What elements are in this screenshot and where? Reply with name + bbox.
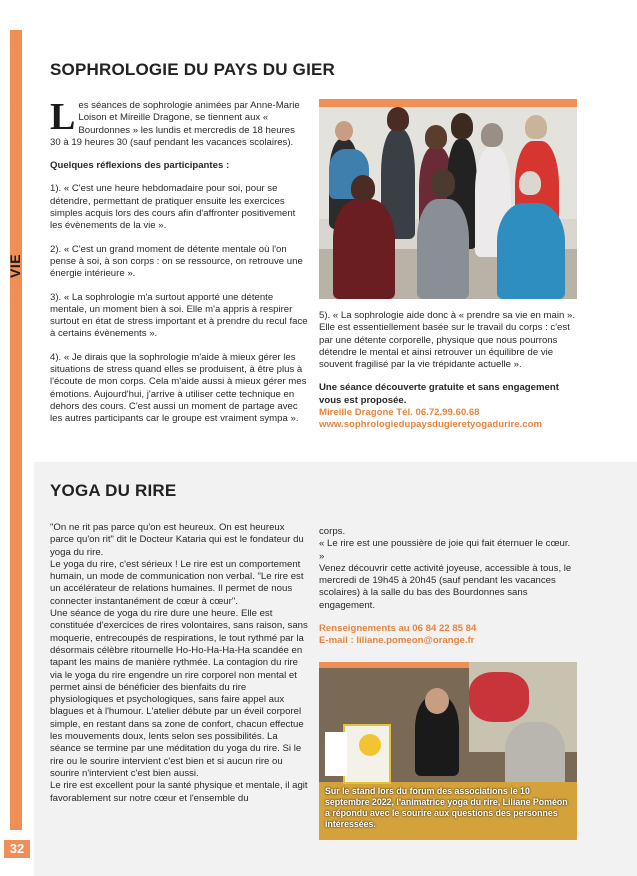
stand-photo-caption: Sur le stand lors du forum des associations le 10 septembre 2022, l'animatrice yoga du rire, Liliane Poméon a répondu avec le sourire aux questions des personnes intéressées. <box>325 786 568 829</box>
sidebar <box>0 0 34 876</box>
yoga-paragraph-7: Venez découvrir cette activité joyeuse, accessible à tous, le mercredi de 19h45 à 20h45 (sauf pendant les vacances scolaires) à la salle du bas des Bourdonnes sans engagement. <box>319 562 572 611</box>
quote-1: 1). « C'est une heure hebdomadaire pour soi, pour se détendre, permettant de pratiquer ensuite les exercices simples acquis lors des cours afin d'affronter positivement les évènements de la vie ». <box>50 183 296 232</box>
website-link[interactable]: www.sophrologiedupaysdugieretyogadurire.com <box>319 419 542 431</box>
drop-cap: L <box>50 96 76 138</box>
sophrologie-intro <box>50 96 308 149</box>
quote-5: 5). « La sophrologie aide donc à « prendre sa vie en main ». Elle est essentiellement basée sur le travail du corps : c'est par une détente corporelle, physique que nous pourrons détendre le mental et ainsi retrouver un équilibre de vie souvent fragilisé par la vie trépidante actuelle ». <box>319 310 576 371</box>
quote-2: 2). « C'est un grand moment de détente mentale où l'on pense à soi, à son corps : on se ressource, on retrouve une énergie intérieure ». <box>50 243 303 280</box>
group-photo <box>319 99 577 299</box>
yoga-paragraph-3: Une séance de yoga du rire dure une heure. Elle est constituée d'exercices de rires volontaires, sans raison, sans moquerie, entrecoupés de respirations, le tout rythmé par la désormais célèbre ritournelle Ho-Ho-Ha-Ha-Ha scandée en tapant les mains de manière rythmée. La contagion du rire via le yoga du rire engendre un rire corporel non mental et permet ainsi de bénéficier des bienfaits du rire physiologiques et psychologiques, sans faire appel aux blagues et à l'humour. L'atelier débute par un éveil corporel simple, en restant dans sa zone de confort, chacun effectue les mouvements doux, lents selon ses possibilités. La séance se termine par une méditation du yoga du rire. Si le rire ou le sourire intervient c'est bien et si aucun rire ou sourire n'intervient c'est bien aussi. <box>50 608 308 779</box>
free-session-offer: Une séance découverte gratuite et sans engagement vous est proposée. <box>319 382 559 406</box>
stand-photo <box>319 662 577 840</box>
yoga-paragraph-2: Le yoga du rire, c'est sérieux ! Le rire est un comportement humain, un mode de communication non verbal. "Le rire est un accélérateur de relations humaines. Il permet de nous connecter instantanément de cœur à cœur". <box>50 558 304 607</box>
yoga-paragraph-1: "On ne rit pas parce qu'on est heureux. On est heureux parce qu'on rit" dit le Docteur Kataria qui est le fondateur du yoga du rire. <box>50 522 304 558</box>
section-label <box>7 59 23 278</box>
quote-4: 4). « Je dirais que la sophrologie m'aide à mieux gérer les situations de stress quand elles se produisent, à être plus à l'écoute de mon corps. Cela m'aide aussi à mieux gérer mes émotions. Aujourd'hui, j'arrive à utiliser cette technique en dehors des cours. C'est aussi un moment de partage avec les autres participants car le groupe est vraiment sympa ». <box>50 351 307 425</box>
contact-phone: Mireille Dragone Tél. 06.72.99.60.68 <box>319 407 480 419</box>
yoga-right-column <box>319 526 577 648</box>
yoga-info-phone: Renseignements au 06 84 22 85 84 <box>319 623 477 635</box>
sophrologie-title: SOPHROLOGIE DU PAYS DU GIER <box>50 60 336 79</box>
yoga-left-column <box>50 522 308 805</box>
page-number: 32 <box>4 840 30 858</box>
yoga-paragraph-4: Le rire est excellent pour la santé physique et mentale, il agit favorablement sur notre cœur et l'ensemble du <box>50 780 308 804</box>
reflexions-title: Quelques réflexions des participantes : <box>50 160 230 172</box>
sophrologie-left-column <box>50 96 308 426</box>
intro-text: es séances de sophrologie animées par Anne-Marie Loison et Mireille Dragone, se tiennent aux « Bourdonnes » les lundis et mercredis de 18 heures 30 à 19 heures 30 (sauf pendant les vacances scolaires). <box>50 100 300 148</box>
section-label-rest: ASSOCIATIVE & SPORTIVE <box>7 59 23 251</box>
yoga-email[interactable]: E-mail : liliane.pomeon@orange.fr <box>319 635 475 647</box>
sophrologie-right-column <box>319 310 577 432</box>
yoga-paragraph-6: « Le rire est une poussière de joie qui fait éternuer le cœur. » <box>319 538 571 562</box>
yoga-paragraph-5: corps. <box>319 526 346 537</box>
section-label-bold: VIE <box>7 253 23 278</box>
quote-3: 3). « La sophrologie m'a surtout apporté une détente mentale, un moment bien à soi. Elle m'a appris à respirer surtout en état de stress important et à prendre du recul face à certains évènements ». <box>50 291 308 340</box>
yoga-title: YOGA DU RIRE <box>50 481 177 500</box>
